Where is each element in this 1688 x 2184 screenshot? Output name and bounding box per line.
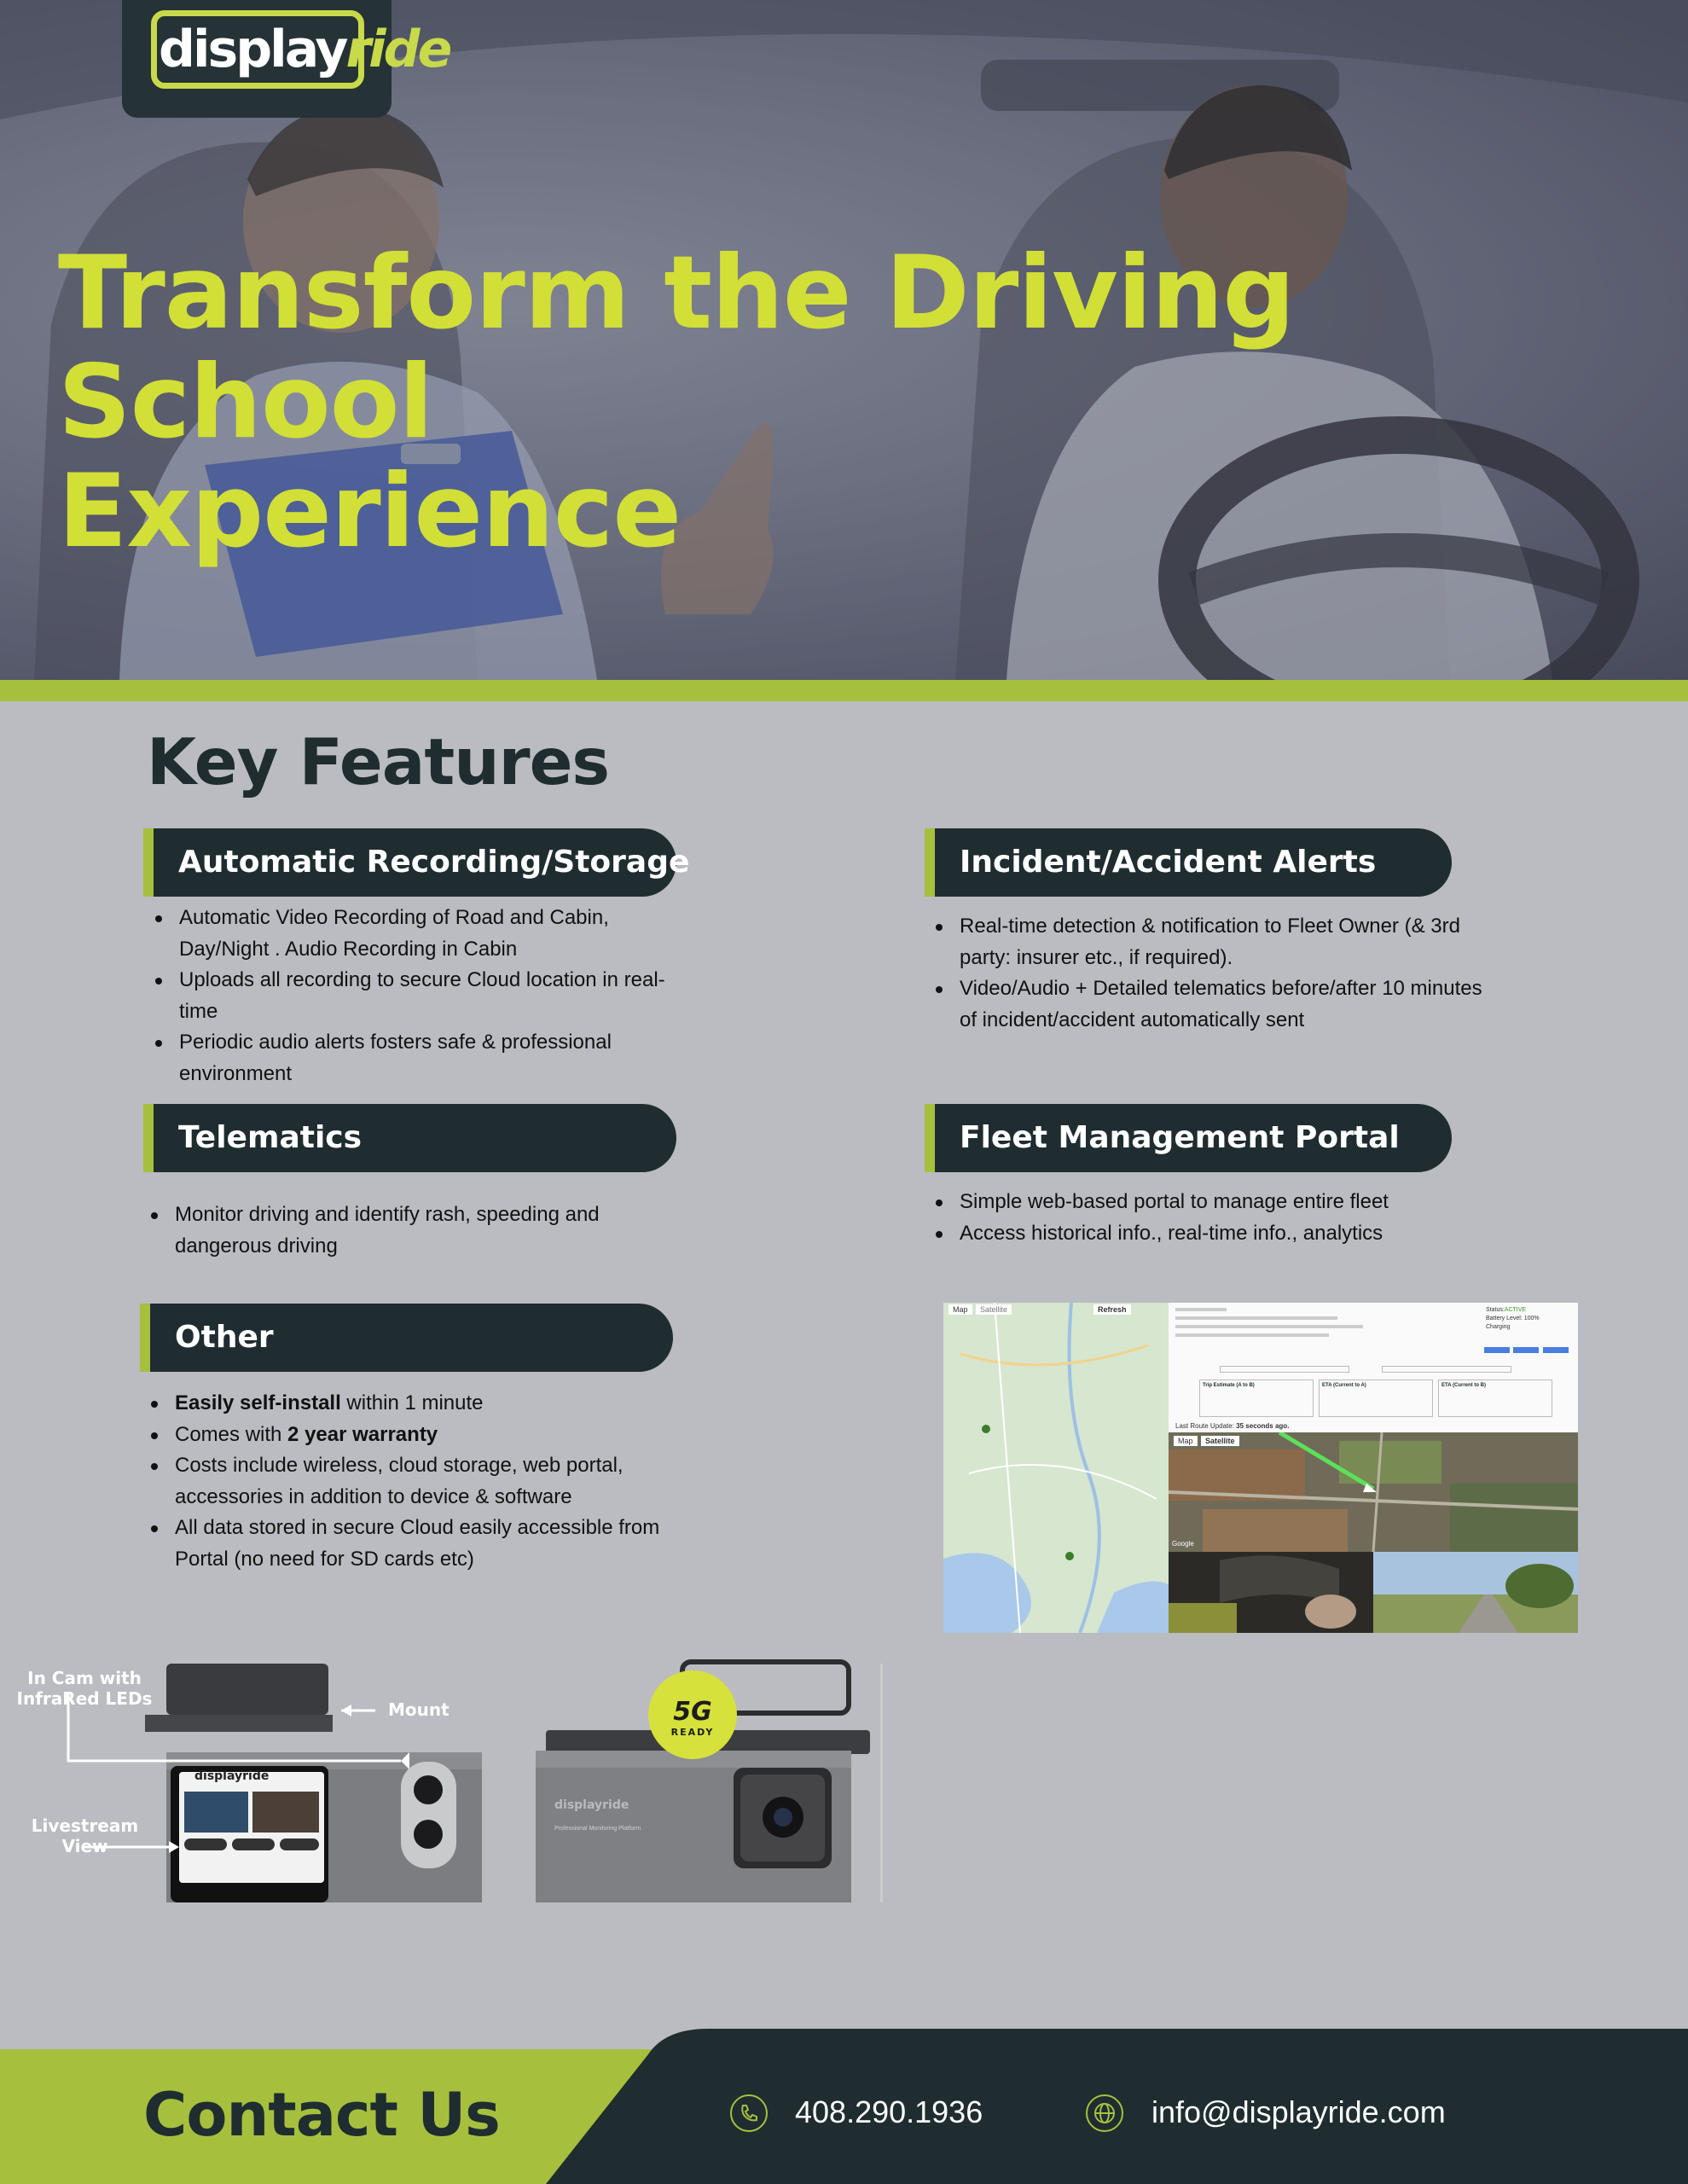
eta-a-card: ETA (Current to A)	[1319, 1380, 1433, 1417]
recording-bullet-list	[148, 903, 691, 1089]
screen-logo: displayride	[194, 1769, 270, 1783]
portal-satellite-view	[1169, 1432, 1578, 1552]
phone-icon	[730, 2094, 768, 2132]
sat-satellite-tab[interactable]: Satellite	[1201, 1436, 1239, 1446]
alerts-bullet-list	[929, 911, 1488, 1036]
label-livestream-view: Livestream View	[31, 1815, 139, 1856]
hero-banner	[0, 0, 1688, 680]
list-item: Monitor driving and identify rash, speeding and dangerous driving	[175, 1199, 687, 1262]
label-mount: Mount	[388, 1699, 450, 1720]
satellite-tab[interactable]: Satellite	[976, 1304, 1012, 1315]
accent-divider	[0, 680, 1688, 701]
hero-headline-line2: Experience	[58, 453, 682, 571]
telematics-bullet-list	[144, 1199, 687, 1262]
cabin-camera-feed	[1169, 1552, 1373, 1633]
phone-number[interactable]: 408.290.1936	[795, 2094, 983, 2129]
contact-us-title: Contact Us	[143, 2080, 500, 2150]
device-status: Status:ACTIVE Battery Level: 100% Charging	[1486, 1307, 1540, 1330]
list-item: Uploads all recording to secure Cloud location in real-time	[179, 965, 691, 1027]
device2-caption: Professional Monitoring Platform	[554, 1826, 641, 1832]
section-header-telematics: Telematics	[143, 1104, 676, 1172]
portal-screenshot	[943, 1303, 1578, 1633]
label-incam-infrared: In Cam with InfraRed LEDs	[16, 1668, 153, 1709]
badge-5g-text: 5G	[673, 1697, 712, 1727]
device2-logo: displayride	[554, 1798, 629, 1812]
list-item: Simple web-based portal to manage entire fleet	[960, 1187, 1505, 1218]
portal-map-panel	[943, 1303, 1169, 1633]
vehicle-details	[1175, 1308, 1431, 1337]
badge-ready-text: READY	[670, 1727, 715, 1738]
map-tab[interactable]: Map	[948, 1304, 972, 1315]
map-terrain	[943, 1303, 1169, 1633]
sat-map-tab[interactable]: Map	[1174, 1436, 1198, 1446]
list-item: All data stored in secure Cloud easily accessible from Portal (no need for SD cards etc)	[175, 1513, 712, 1575]
section-header-fleet-portal: Fleet Management Portal	[925, 1104, 1452, 1172]
list-item: Costs include wireless, cloud storage, web portal, accessories in addition to device & software	[175, 1450, 712, 1513]
hero-headline	[58, 235, 1670, 571]
list-item: Automatic Video Recording of Road and Cabin, Day/Night . Audio Recording in Cabin	[179, 903, 691, 965]
globe-icon	[1086, 2094, 1123, 2132]
start-input[interactable]	[1220, 1366, 1349, 1373]
refresh-button[interactable]: Refresh	[1093, 1304, 1131, 1315]
hero-headline-line1: Transform the Driving School	[58, 235, 1295, 462]
section-header-alerts: Incident/Accident Alerts	[925, 828, 1452, 897]
list-item: Periodic audio alerts fosters safe & professional environment	[179, 1027, 691, 1089]
section-header-recording: Automatic Recording/Storage	[143, 828, 676, 897]
google-attribution: Google	[1172, 1540, 1194, 1548]
destination-input[interactable]	[1382, 1366, 1511, 1373]
section-header-other: Other	[140, 1304, 673, 1372]
other-bullet-list	[144, 1388, 712, 1575]
list-item: Access historical info., real-time info., analytics	[960, 1218, 1505, 1250]
trip-estimate-card: Trip Estimate (A to B)	[1199, 1380, 1314, 1417]
email-address[interactable]: info@displayride.com	[1151, 2094, 1446, 2129]
last-route-update: Last Route Update: 35 seconds ago.	[1175, 1422, 1290, 1430]
displayride-logo[interactable]: displayride	[159, 20, 450, 79]
key-features-title: Key Features	[147, 724, 610, 799]
fleet-portal-bullet-list	[929, 1187, 1505, 1249]
list-item: Real-time detection & notification to Fleet Owner (& 3rd party: insurer etc., if required).	[960, 911, 1488, 973]
road-camera-feed	[1373, 1552, 1578, 1633]
list-item: Easily self-install within 1 minute	[175, 1388, 712, 1420]
portal-info-panel	[1169, 1303, 1578, 1432]
eta-b-card: ETA (Current to B)	[1438, 1380, 1552, 1417]
device1-mount	[166, 1664, 328, 1715]
list-item: Comes with 2 year warranty	[175, 1420, 712, 1451]
list-item: Video/Audio + Detailed telematics before/after 10 minutes of incident/accident automatically sent	[960, 973, 1488, 1036]
